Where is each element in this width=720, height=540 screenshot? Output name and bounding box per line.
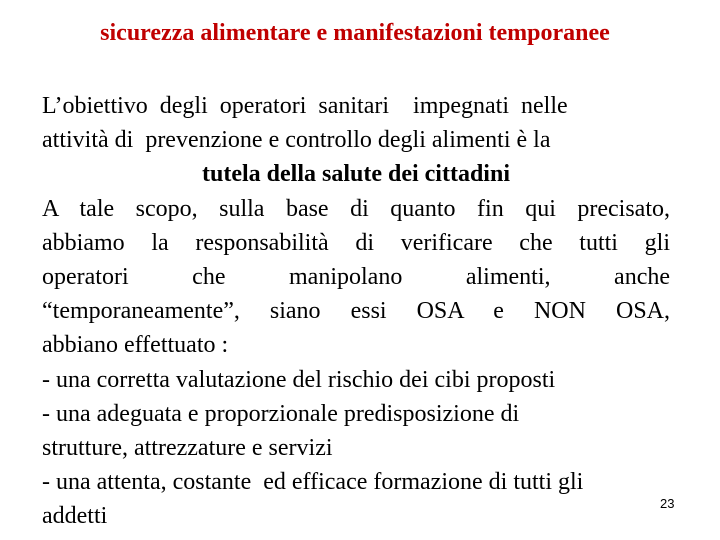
slide-body [42,89,670,533]
page-number: 23 [660,496,675,511]
body-line-5: abbiamo la responsabilità di verificare che tutti gli [42,229,670,256]
list-item-3-line-2: addetti [42,503,108,530]
body-line-2: attività di prevenzione e controllo degli alimenti è la [42,127,551,154]
body-line-6: operatori che manipolano alimenti, anche [42,263,670,290]
body-line-1: L’obiettivo degli operatori sanitari impegnati nelle [42,93,568,119]
emphasis-line: tutela della salute dei cittadini [202,161,510,188]
list-item-2-line-2: strutture, attrezzature e servizi [42,434,333,461]
body-line-7: “temporaneamente”, siano essi OSA e NON OSA, [42,298,670,325]
list-item-2-line-1: - una adeguata e proporzionale predisposizione di [42,400,520,427]
body-line-8: abbiano effettuato : [42,332,229,359]
slide-title: sicurezza alimentare e manifestazioni temporanee [100,20,610,46]
list-item-3-line-1: - una attenta, costante ed efficace formazione di tutti gli [42,469,584,496]
body-line-4: A tale scopo, sulla base di quanto fin qui precisato, [42,195,670,222]
list-item-1: - una corretta valutazione del rischio dei cibi proposti [42,366,556,393]
